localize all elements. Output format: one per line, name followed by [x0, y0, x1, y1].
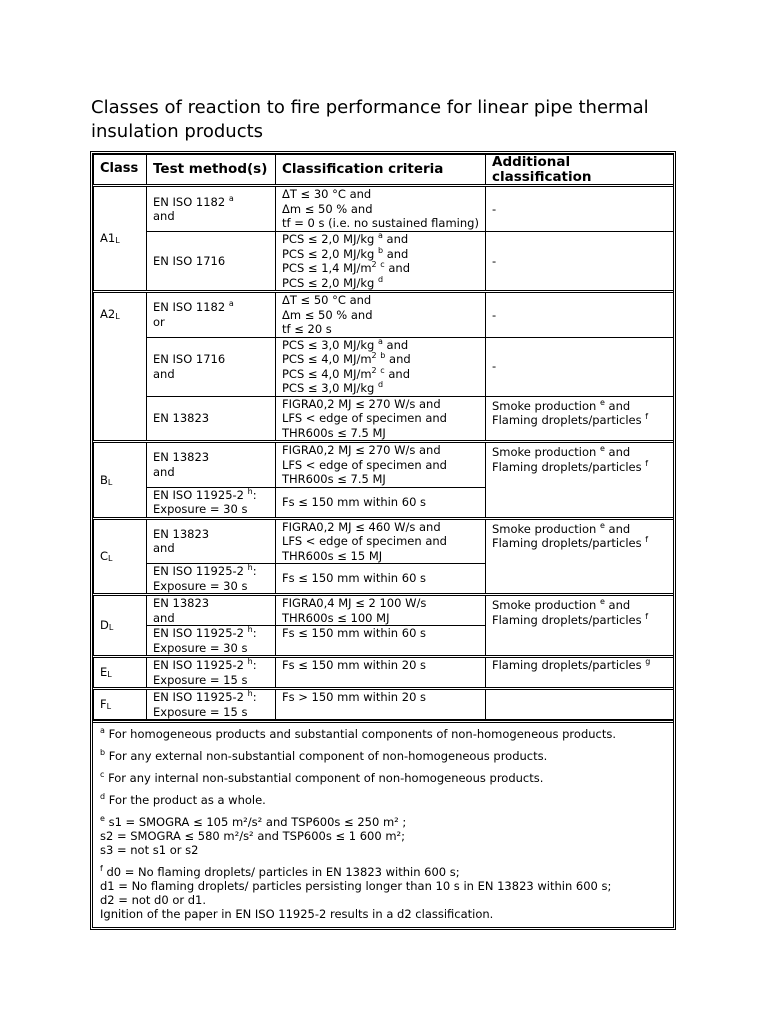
- additional-cell: -: [486, 292, 674, 338]
- criteria-cell: Fs ≤ 150 mm within 60 s: [276, 564, 486, 595]
- additional-cell: Smoke production $^e$ and Flaming droplets/particles $^f$: [486, 442, 674, 519]
- method-cell: EN ISO 11925-2 $^h$: Exposure = 15 s: [147, 657, 276, 689]
- additional-cell: Smoke production $^e$ and Flaming droplets/particles $^f$: [486, 396, 674, 442]
- method-cell: EN ISO 11925-2 $^h$: Exposure = 30 s: [147, 564, 276, 595]
- method-cell: EN ISO 11925-2 $^h$: Exposure = 30 s: [147, 487, 276, 518]
- method-cell: EN 13823 and: [147, 442, 276, 488]
- additional-cell: -: [486, 337, 674, 396]
- table-row: [94, 186, 674, 232]
- class-cell: $D_L$: [94, 595, 147, 657]
- table-row: [94, 337, 674, 396]
- criteria-cell: ΔT ≤ 50 °C and Δm ≤ 50 % and tf ≤ 20 s: [276, 292, 486, 338]
- class-cell: $A2_L$: [94, 292, 147, 442]
- footnote-b: $^b$ For any external non-substantial component of non-homogeneous products.: [100, 748, 548, 763]
- method-cell: EN ISO 1716 and: [147, 337, 276, 396]
- table-row: [94, 689, 674, 720]
- class-cell: $E_L$: [94, 657, 147, 689]
- header-criteria: Classification criteria: [276, 155, 486, 186]
- criteria-cell: FIGRA0,2 MJ ≤ 270 W/s and LFS < edge of specimen and THR600s ≤ 7.5 MJ: [276, 442, 486, 488]
- class-cell: $F_L$: [94, 689, 147, 720]
- class-cell: $A1_L$: [94, 186, 147, 292]
- table-row: [94, 396, 674, 442]
- table-row: [94, 518, 674, 564]
- class-cell: $B_L$: [94, 442, 147, 519]
- footnote-d: $^d$ For the product as a whole.: [100, 792, 266, 807]
- criteria-cell: Fs ≤ 150 mm within 60 s: [276, 626, 486, 657]
- criteria-cell: Fs ≤ 150 mm within 60 s: [276, 487, 486, 518]
- table-row: [94, 657, 674, 689]
- classification-table: [90, 151, 676, 930]
- method-cell: EN ISO 11925-2 $^h$: Exposure = 15 s: [147, 689, 276, 720]
- additional-cell: -: [486, 232, 674, 292]
- table-row: [94, 232, 674, 292]
- class-cell: $C_L$: [94, 518, 147, 595]
- header-test-methods: Test method(s): [147, 155, 276, 186]
- header-class: Class: [94, 155, 147, 186]
- table-row: [94, 595, 674, 626]
- method-cell: EN 13823 and: [147, 595, 276, 626]
- method-cell: EN ISO 1182 $^a$ or: [147, 292, 276, 338]
- additional-cell: Smoke production $^e$ and Flaming droplets/particles $^f$: [486, 518, 674, 595]
- table-row: [94, 292, 674, 338]
- criteria-cell: Fs ≤ 150 mm within 20 s: [276, 657, 486, 689]
- footnote-c: $^c$ For any internal non-substantial component of non-homogeneous products.: [100, 770, 544, 785]
- method-cell: EN ISO 11925-2 $^h$: Exposure = 30 s: [147, 626, 276, 657]
- additional-cell: Smoke production $^e$ and Flaming droplets/particles $^f$: [486, 595, 674, 657]
- method-cell: EN 13823 and: [147, 518, 276, 564]
- header-row: [94, 155, 674, 186]
- header-additional: Additional classification: [486, 155, 674, 186]
- criteria-cell: PCS ≤ 3,0 MJ/kg $^a$ and PCS ≤ 4,0 $MJ/m^2$ $^b$ and PCS ≤ 4,0 $MJ/m^2$ $^c$ and PCS ≤ 3,0 MJ/kg $^d$: [276, 337, 486, 396]
- page-title: Classes of reaction to fire performance for linear pipe thermal insulation products: [91, 97, 649, 142]
- criteria-cell: PCS ≤ 2,0 MJ/kg $^a$ and PCS ≤ 2,0 MJ/kg $^b$ and PCS ≤ 1,4 $MJ/m^2$ $^c$ and PCS ≤ 2,0 MJ/kg $^d$: [276, 232, 486, 292]
- footnote-e: $^e$ s1 = SMOGRA ≤ 105 m²/s² and TSP600s ≤ 250 m² ; s2 = SMOGRA ≤ 580 m²/s² and TSP600s ≤ 1 600 m²; s3 = not s1 or s2: [100, 814, 407, 857]
- criteria-cell: FIGRA0,2 MJ ≤ 460 W/s and LFS < edge of specimen and THR600s ≤ 15 MJ: [276, 518, 486, 564]
- criteria-cell: FIGRA0,4 MJ ≤ 2 100 W/s THR600s ≤ 100 MJ: [276, 595, 486, 626]
- criteria-cell: ΔT ≤ 30 °C and Δm ≤ 50 % and tf = 0 s (i.e. no sustained flaming): [276, 186, 486, 232]
- additional-cell: [486, 689, 674, 720]
- criteria-cell: FIGRA0,2 MJ ≤ 270 W/s and LFS < edge of specimen and THR600s ≤ 7.5 MJ: [276, 396, 486, 442]
- method-cell: EN ISO 1182 $^a$ and: [147, 186, 276, 232]
- additional-cell: -: [486, 186, 674, 232]
- additional-cell: Flaming droplets/particles $^g$: [486, 657, 674, 689]
- footnote-a: $^a$ For homogeneous products and substantial components of non-homogeneous products.: [100, 726, 617, 741]
- table-row: [94, 442, 674, 488]
- footnotes: [93, 720, 673, 927]
- footnote-f: $^f$ d0 = No flaming droplets/ particles in EN 13823 within 600 s; d1 = No flaming droplets/ particles persisting longer than 10 s in EN 13823 within 600 s; d2 = not d0 or d1. Ignition of the paper in EN ISO 11925-2 results in a d2 classification.: [100, 864, 612, 921]
- method-cell: EN 13823: [147, 396, 276, 442]
- criteria-cell: Fs > 150 mm within 20 s: [276, 689, 486, 720]
- method-cell: EN ISO 1716: [147, 232, 276, 292]
